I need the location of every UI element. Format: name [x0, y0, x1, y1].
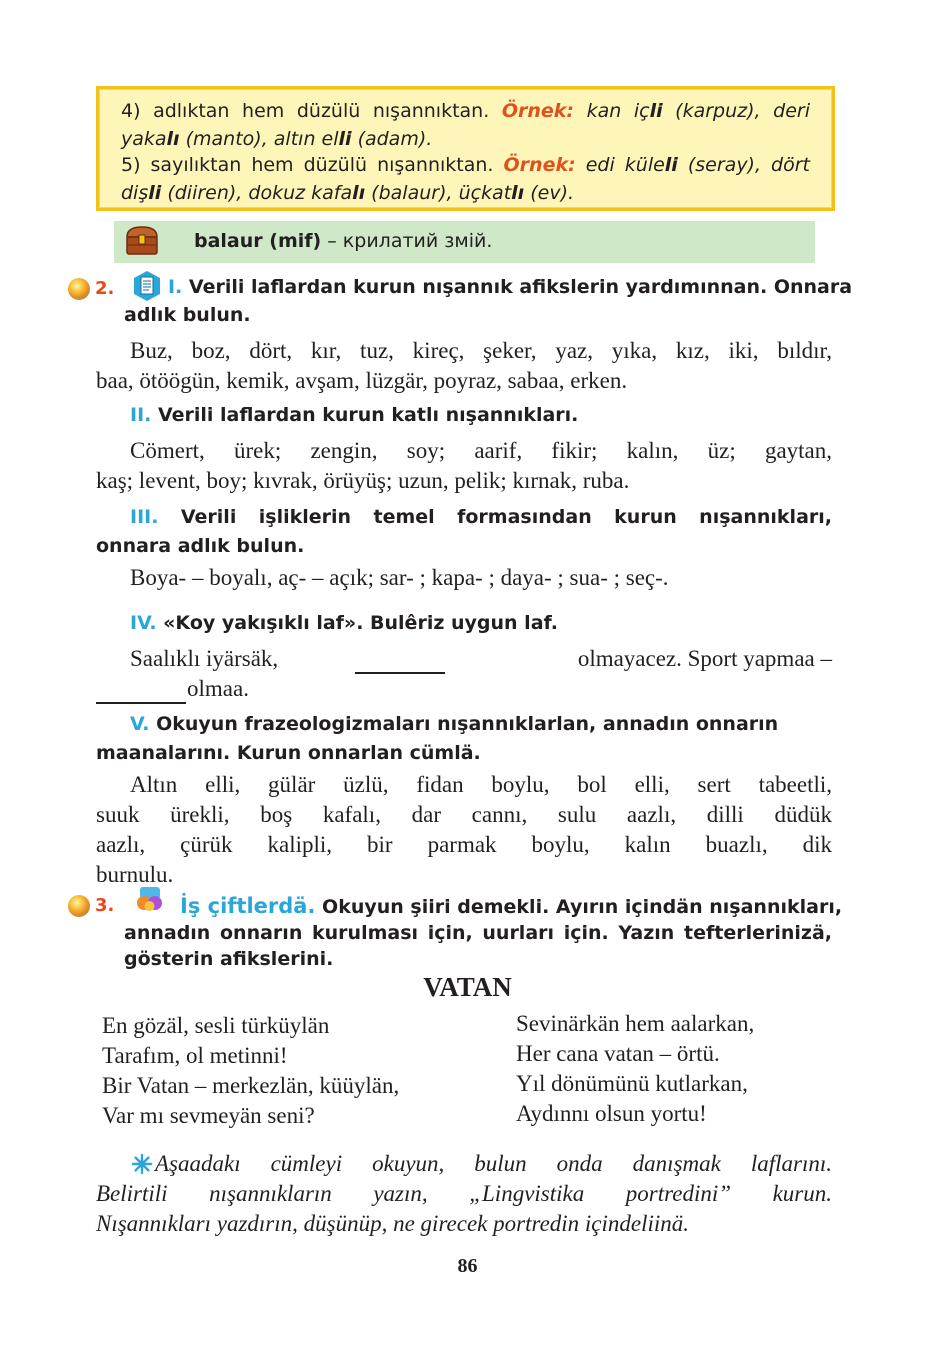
poem-line: Yıl dönümünü kutlarkan, — [516, 1071, 748, 1096]
task2-i-words-line1: Buz, boz, dört, kır, tuz, kireç, şeker, yaz, yıka, kız, iki, bıldır, — [130, 338, 832, 363]
poem-line: Her cana vatan – örtü. — [516, 1041, 720, 1066]
answer-blank[interactable] — [96, 682, 186, 704]
rule-line-4-cont: yakalı (manto), altın elli (adam). — [121, 128, 433, 150]
task2-v-line4: burnulu. — [96, 862, 174, 887]
page-number: 86 — [457, 1255, 478, 1277]
extra-task-line1: Aşaadakı cümleyi okuyun, bulun onda danışmak laflarını. — [155, 1151, 832, 1176]
poem-line: Sevinärkän hem aalarkan, — [516, 1011, 755, 1036]
task2-ii-words-line1: Cömert, ürek; zengin, soy; aarif, fikir; kalın, üz; gaytan, — [130, 438, 832, 463]
extra-task-line2: Belirtili nışannıkların yazın, „Lingvistika portredini” kurun. — [96, 1181, 832, 1206]
pair-work-icon — [134, 886, 166, 914]
task2-iii-instruction-cont: onnara adlık bulun. — [96, 535, 305, 557]
task2-i-instruction-cont: adlık bulun. — [124, 304, 251, 326]
poem-line: En gözäl, sesli türküylän — [102, 1013, 330, 1038]
rule-line-4: 4) adlıktan hem düzülü nışannıktan. Örnek: kan içli (karpuz), deri — [121, 100, 810, 122]
treasure-chest-icon — [124, 225, 160, 257]
glossary-text: balaur (mif) – крилатий змій. — [194, 230, 493, 252]
task2-iii-words: Boya- – boyalı, aç- – açık; sar- ; kapa- ; daya- ; sua- ; seç-. — [130, 565, 669, 590]
task2-iv-text-part2: olmayacez. Sport yapmaa – — [577, 646, 832, 671]
task2-iii-instruction: III. Verili işliklerin temel formasından kurun nışannıkları, — [130, 506, 832, 528]
poem-line: Aydınnı olsun yortu! — [516, 1101, 707, 1126]
task-marker-icon — [68, 278, 90, 300]
task2-ii-words-line2: kaş; levent, boy; kıvrak, örüyüş; uzun, pelik; kırnak, ruba. — [96, 468, 630, 493]
answer-blank[interactable] — [355, 652, 445, 674]
poem-right-stanza — [516, 1009, 754, 1129]
poem-line: Var mı sevmeyän seni? — [102, 1103, 315, 1128]
task2-v-instruction-cont: maanalarını. Kurun onnarlan cümlä. — [96, 742, 481, 764]
glossary-bar — [114, 221, 815, 263]
task2-iv-text-part3: olmaa. — [187, 676, 249, 701]
task2-v-line2: suuk ürekli, boş kafalı, dar cannı, sulu aazlı, dilli düdük — [96, 802, 832, 827]
task2-iv-instruction: IV. «Koy yakışıklı laf». Bulêriz uygun laf. — [130, 612, 558, 634]
task2-v-instruction: V. Okuyun frazeologizmaları nışannıklarlan, annadın onnarın — [130, 713, 779, 735]
task-marker-icon — [68, 895, 90, 917]
task3-instruction-cont: annadın onnarın kurulması için, uurları için. Yazın tefterlerinizä, — [124, 922, 832, 944]
notebook-icon — [132, 270, 162, 302]
task2-v-line3: aazlı, çürük kalipli, bir parmak boylu, kalın buazlı, dik — [96, 832, 832, 857]
task2-iv-text-part1: Saalıklı iyärsäk, — [130, 646, 279, 671]
poem-line: Bir Vatan – merkezlän, küüylän, — [102, 1073, 400, 1098]
extra-task-line3: Nışannıkları yazdırın, düşünüp, ne girecek portredin içindeliinä. — [96, 1211, 690, 1236]
task2-i-instruction: I. Verili laflardan kurun nışannık afikslerin yardımınnan. Onnara — [168, 276, 853, 298]
task3-instruction: İş çiftlerdä. Okuyun şiiri demekli. Ayırın içindän nışannıkları, — [180, 894, 843, 918]
rule-line-5-cont: dişli (diiren), dokuz kafalı (balaur), üçkatlı (ev). — [121, 182, 575, 204]
poem-left-stanza — [102, 1011, 399, 1131]
rule-box — [96, 86, 835, 211]
rule-line-5: 5) sayılıktan hem düzülü nışannıktan. Örnek: edi küleli (seray), dört — [121, 154, 810, 176]
task2-v-line1: Altın elli, gülär üzlü, fidan boylu, bol elli, sert tabeetli, — [130, 772, 832, 797]
poem-line: Tarafım, ol metinni! — [102, 1043, 288, 1068]
task2-i-words-line2: baa, ötöögün, kemik, avşam, lüzgär, poyraz, sabaa, erken. — [96, 368, 628, 393]
task-number: 3. — [95, 895, 115, 916]
star-burst-icon — [131, 1153, 153, 1175]
poem-title: VATAN — [423, 972, 512, 1002]
task3-instruction-cont2: gösterin afikslerini. — [124, 948, 334, 970]
task2-ii-instruction: II. Verili laflardan kurun katlı nışannıkları. — [130, 404, 579, 426]
task-number: 2. — [95, 278, 115, 299]
